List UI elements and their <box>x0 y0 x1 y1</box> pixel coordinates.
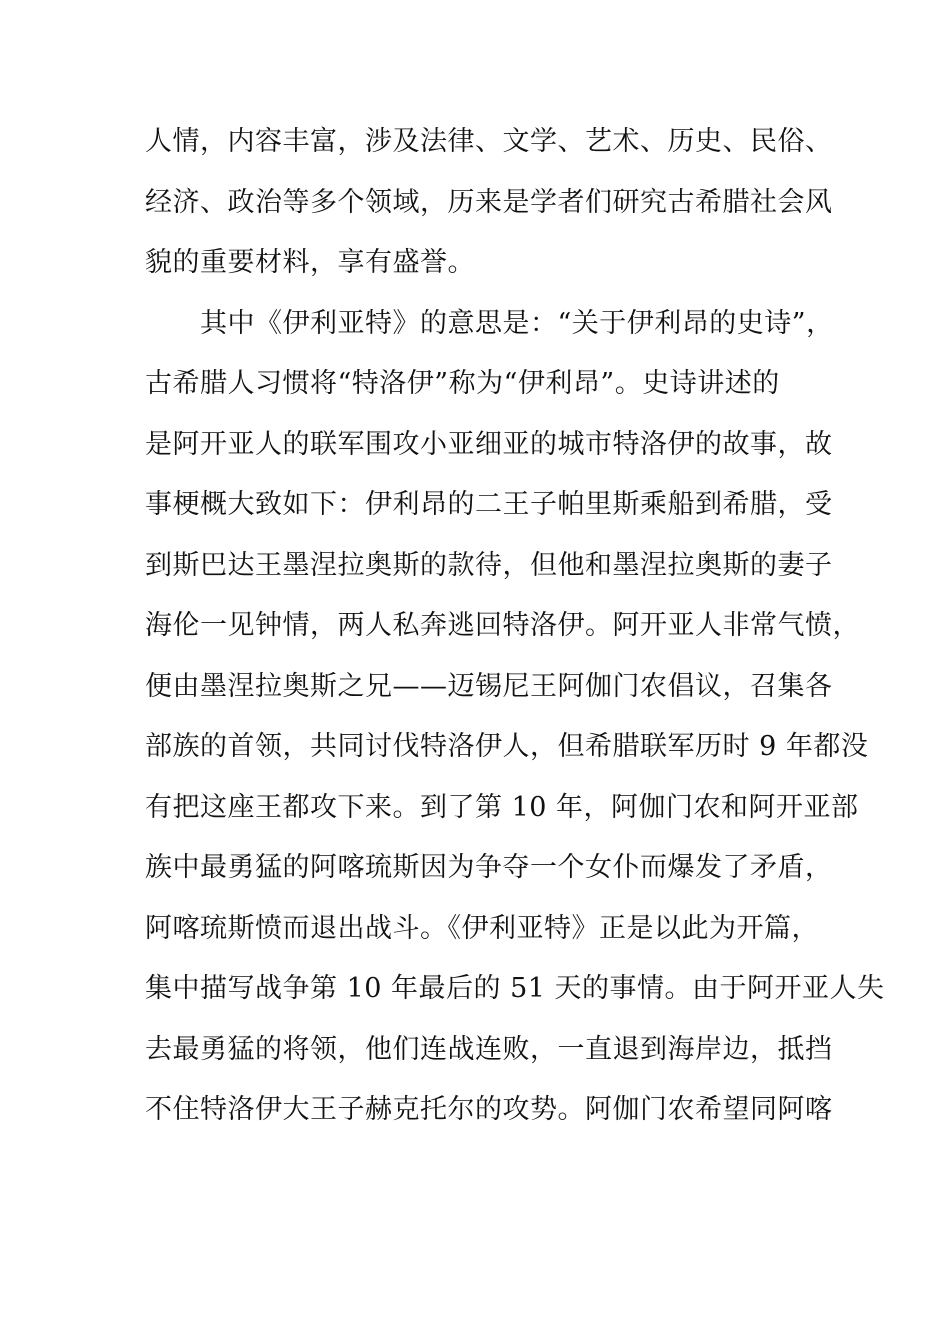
text-line: 部族的首领，共同讨伐特洛伊人，但希腊联军历时 9 年都没 <box>145 731 869 762</box>
text-line: 集中描写战争第 10 年最后的 51 天的事情。由于阿开亚人失 <box>145 973 885 1004</box>
text-line: 不住特洛伊大王子赫克托尔的攻势。阿伽门农希望同阿喀 <box>145 1094 833 1125</box>
text-line: 到斯巴达王墨涅拉奥斯的款待，但他和墨涅拉奥斯的妻子 <box>145 549 833 581</box>
text-line: 有把这座王都攻下来。到了第 10 年，阿伽门农和阿开亚部 <box>145 791 859 823</box>
text-line: 经济、政治等多个领域，历来是学者们研究古希腊社会风 <box>145 186 833 218</box>
paragraph-start-line: 其中《伊利亚特》的意思是：“关于伊利昂的史诗”， <box>145 307 834 339</box>
text-line: 去最勇猛的将领，他们连战连败，一直退到海岸边，抵挡 <box>145 1033 833 1065</box>
text-line: 是阿开亚人的联军围攻小亚细亚的城市特洛伊的故事，故 <box>145 428 833 460</box>
text-line: 族中最勇猛的阿喀琉斯因为争夺一个女仆而爆发了矛盾， <box>145 852 833 883</box>
text-line: 阿喀琉斯愤而退出战斗。《伊利亚特》正是以此为开篇， <box>145 912 819 944</box>
text-line: 貌的重要材料，享有盛誉。 <box>145 247 475 278</box>
text-line: 海伦一见钟情，两人私奔逃回特洛伊。阿开亚人非常气愤， <box>145 610 860 641</box>
text-line: 人情，内容丰富，涉及法律、文学、艺术、历史、民俗、 <box>145 126 833 157</box>
text-line: 古希腊人习惯将“特洛伊”称为“伊利昂”。史诗讲述的 <box>145 368 780 399</box>
text-line: 事梗概大致如下：伊利昂的二王子帕里斯乘船到希腊，受 <box>145 489 833 520</box>
body-text <box>145 112 885 1141</box>
text-line: 便由墨涅拉奥斯之兄——迈锡尼王阿伽门农倡议，召集各 <box>145 670 833 702</box>
